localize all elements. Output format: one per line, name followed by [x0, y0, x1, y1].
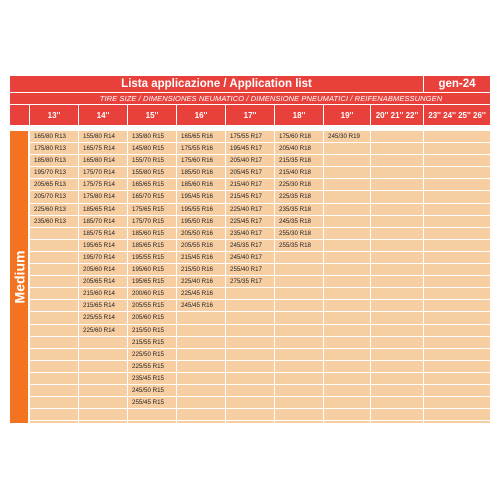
tire-size-cell: 225/40 R16: [177, 276, 225, 288]
tire-size-cell: [30, 252, 78, 264]
tire-size-cell: [30, 349, 78, 361]
tire-size-cell: 205/60 R15: [128, 312, 176, 324]
tire-size-cell: 155/80 R15: [128, 167, 176, 179]
tire-size-cell: [371, 373, 423, 385]
tire-size-cell: [79, 349, 127, 361]
tire-size-cell: [371, 349, 423, 361]
tire-size-cell: 195/45 R17: [226, 143, 274, 155]
tire-size-cell: [275, 361, 323, 373]
tire-size-cell: 195/60 R15: [128, 264, 176, 276]
tire-size-cell: [79, 337, 127, 349]
category-label: Medium: [11, 250, 28, 304]
tire-size-cell: 205/55 R15: [128, 300, 176, 312]
tire-size-cell: [275, 312, 323, 324]
tire-size-cell: [424, 240, 490, 252]
tire-size-cell: [177, 397, 225, 409]
tire-size-cell: 225/30 R18: [275, 179, 323, 191]
tire-size-cell: 215/50 R15: [128, 325, 176, 337]
tire-size-cell: 255/30 R18: [275, 228, 323, 240]
tire-size-cell: [424, 361, 490, 373]
tire-size-bar: [10, 93, 490, 104]
tire-size-cell: 235/45 R15: [128, 373, 176, 385]
tire-size-cell: [324, 337, 370, 349]
tire-size-cell: [177, 312, 225, 324]
rim-size-header: 14'': [78, 105, 127, 125]
tire-size-cell: 225/55 R14: [79, 312, 127, 324]
tire-size-cell: 205/40 R18: [275, 143, 323, 155]
tire-size-cell: 155/70 R15: [128, 155, 176, 167]
tire-size-cell: [324, 204, 370, 216]
rim-size-header: 13'': [29, 105, 78, 125]
tire-size-cell: 205/55 R16: [177, 240, 225, 252]
tire-size-cell: 165/80 R14: [79, 155, 127, 167]
tire-size-cell: [424, 252, 490, 264]
tire-size-cell: [424, 276, 490, 288]
tire-size-cell: 235/60 R13: [30, 216, 78, 228]
tire-size-cell: [324, 252, 370, 264]
tire-size-cell: 175/55 R16: [177, 143, 225, 155]
rim-size-header: 16'': [176, 105, 225, 125]
tire-size-cell: 165/65 R15: [128, 179, 176, 191]
product-code: gen-24: [438, 78, 476, 90]
tire-size-cell: [30, 300, 78, 312]
tire-size-cell: [226, 300, 274, 312]
tire-size-cell: 185/60 R15: [128, 228, 176, 240]
tire-size-cell: [275, 300, 323, 312]
tire-size-cell: 225/60 R13: [30, 204, 78, 216]
tire-size-cell: [424, 216, 490, 228]
tire-size-cell: [30, 276, 78, 288]
tire-size-cell: [177, 385, 225, 397]
tire-size-cell: [424, 337, 490, 349]
tire-size-cell: [226, 385, 274, 397]
tire-size-cell: [30, 240, 78, 252]
tire-size-cell: 255/45 R15: [128, 397, 176, 409]
tire-size-cell: 255/40 R17: [226, 264, 274, 276]
tire-size-cell: [324, 325, 370, 337]
tire-size-cell: 175/70 R14: [79, 167, 127, 179]
tire-size-cell: [30, 312, 78, 324]
tire-size-cell: 215/65 R14: [79, 300, 127, 312]
tire-size-cell: 245/45 R16: [177, 300, 225, 312]
tire-size-cell: 165/80 R13: [30, 131, 78, 143]
tire-size-cell: [30, 325, 78, 337]
tire-size-cell: [324, 288, 370, 300]
tire-size-cell: [371, 325, 423, 337]
tire-size-cell: [226, 397, 274, 409]
tire-size-column: [29, 131, 78, 423]
tire-size-cell: [128, 409, 176, 421]
tire-size-cell: [30, 409, 78, 421]
tire-size-cell: [424, 409, 490, 421]
list-title: Lista applicazione / Application list: [121, 78, 312, 90]
tire-size-cell: 175/80 R13: [30, 143, 78, 155]
tire-size-cell: 215/45 R17: [226, 191, 274, 203]
tire-size-cell: [324, 264, 370, 276]
tire-size-cell: [371, 240, 423, 252]
tire-size-cell: [275, 385, 323, 397]
tire-size-cell: 155/80 R14: [79, 131, 127, 143]
tire-size-cell: [30, 373, 78, 385]
tire-size-cell: [324, 179, 370, 191]
tire-size-cell: [424, 131, 490, 143]
tire-size-cell: [424, 264, 490, 276]
tire-size-cell: [226, 325, 274, 337]
tire-size-cell: [424, 155, 490, 167]
tire-size-cell: 215/45 R16: [177, 252, 225, 264]
tire-size-cell: [275, 397, 323, 409]
tire-size-cell: [371, 288, 423, 300]
tire-size-cell: [275, 373, 323, 385]
tire-size-cell: [424, 397, 490, 409]
tire-size-grid: [29, 131, 490, 423]
tire-size-cell: [324, 312, 370, 324]
tire-size-cell: 225/40 R17: [226, 204, 274, 216]
tire-size-cell: [226, 337, 274, 349]
tire-size-cell: [177, 325, 225, 337]
tire-size-cell: 215/35 R18: [275, 155, 323, 167]
tire-size-cell: 135/80 R15: [128, 131, 176, 143]
rim-size-header-row: [10, 105, 490, 125]
tire-size-cell: 175/65 R15: [128, 204, 176, 216]
tire-size-cell: [275, 349, 323, 361]
tire-size-cell: 225/35 R18: [275, 191, 323, 203]
tire-size-cell: [324, 191, 370, 203]
tire-size-cell: [226, 409, 274, 421]
tire-size-cell: 225/55 R15: [128, 361, 176, 373]
tire-size-cell: [79, 385, 127, 397]
tire-size-cell: 195/70 R14: [79, 252, 127, 264]
tire-size-cell: 245/40 R17: [226, 252, 274, 264]
tire-size-cell: 225/45 R17: [226, 216, 274, 228]
tire-size-cell: 185/65 R14: [79, 204, 127, 216]
tire-size-cell: [79, 361, 127, 373]
tire-size-cell: [324, 276, 370, 288]
rim-size-header: 15'': [127, 105, 176, 125]
tire-size-cell: 185/70 R14: [79, 216, 127, 228]
tire-size-cell: [371, 276, 423, 288]
tire-size-cell: [371, 167, 423, 179]
tire-size-cell: [30, 397, 78, 409]
tire-size-cell: [275, 252, 323, 264]
tire-size-cell: 235/40 R17: [226, 228, 274, 240]
tire-size-cell: [177, 373, 225, 385]
tire-size-cell: 195/65 R14: [79, 240, 127, 252]
tire-size-cell: [79, 409, 127, 421]
tire-size-cell: 245/50 R15: [128, 385, 176, 397]
tire-size-cell: 175/70 R15: [128, 216, 176, 228]
tire-size-cell: 195/50 R16: [177, 216, 225, 228]
tire-size-cell: [371, 337, 423, 349]
tire-size-cell: [371, 397, 423, 409]
rim-size-header: 23'' 24'' 25'' 26'': [423, 105, 490, 125]
tire-size-cell: [275, 409, 323, 421]
tire-size-cell: [424, 204, 490, 216]
tire-size-column: [274, 131, 323, 423]
tire-size-cell: [424, 228, 490, 240]
title-bar: [10, 76, 490, 92]
tire-size-cell: [424, 143, 490, 155]
tire-size-cell: 215/40 R17: [226, 179, 274, 191]
tire-size-cell: 145/80 R15: [128, 143, 176, 155]
tire-size-cell: 165/70 R15: [128, 191, 176, 203]
tire-size-cell: 195/65 R15: [128, 276, 176, 288]
tire-size-cell: [424, 349, 490, 361]
tire-size-column: [176, 131, 225, 423]
tire-size-cell: [324, 397, 370, 409]
tire-size-cell: [371, 131, 423, 143]
tire-size-cell: [177, 349, 225, 361]
tire-size-cell: 195/70 R13: [30, 167, 78, 179]
tire-size-cell: 175/55 R17: [226, 131, 274, 143]
tire-size-cell: [324, 167, 370, 179]
tire-size-cell: 175/75 R14: [79, 179, 127, 191]
tire-size-cell: [371, 300, 423, 312]
tire-size-cell: 235/35 R18: [275, 204, 323, 216]
tire-size-cell: 200/60 R15: [128, 288, 176, 300]
tire-size-cell: 205/65 R13: [30, 179, 78, 191]
tire-size-cell: [79, 373, 127, 385]
tire-size-cell: 185/60 R16: [177, 179, 225, 191]
tire-size-caption: TIRE SIZE / DIMENSIONES NEUMATICO / DIMENSIONE PNEUMATICI / REIFENABMESSUNGEN: [99, 94, 443, 103]
tire-size-cell: [324, 216, 370, 228]
tire-size-cell: [424, 373, 490, 385]
tire-size-cell: [324, 409, 370, 421]
tire-size-cell: 215/40 R18: [275, 167, 323, 179]
rim-size-header: 18'': [274, 105, 323, 125]
tire-size-cell: [30, 337, 78, 349]
tire-size-cell: 175/80 R14: [79, 191, 127, 203]
tire-size-cell: 165/65 R16: [177, 131, 225, 143]
tire-size-cell: [424, 312, 490, 324]
tire-size-cell: 185/80 R13: [30, 155, 78, 167]
tire-size-cell: 205/50 R16: [177, 228, 225, 240]
tire-size-cell: [324, 373, 370, 385]
tire-size-cell: 225/45 R16: [177, 288, 225, 300]
tire-size-cell: 185/50 R16: [177, 167, 225, 179]
tire-size-cell: [226, 312, 274, 324]
tire-size-cell: [324, 300, 370, 312]
tire-size-cell: [371, 143, 423, 155]
tire-size-cell: [275, 325, 323, 337]
tire-size-cell: [424, 191, 490, 203]
tire-size-cell: [30, 288, 78, 300]
tire-size-column: [370, 131, 423, 423]
tire-size-cell: [424, 325, 490, 337]
tire-size-cell: [424, 385, 490, 397]
tire-size-column: [127, 131, 176, 423]
tire-size-cell: [324, 155, 370, 167]
tire-size-cell: [324, 361, 370, 373]
tire-size-cell: [226, 349, 274, 361]
rim-size-header: 20'' 21'' 22'': [370, 105, 423, 125]
tire-size-cell: 245/35 R18: [275, 216, 323, 228]
tire-size-cell: [371, 228, 423, 240]
tire-size-cell: 175/60 R16: [177, 155, 225, 167]
tire-size-cell: [226, 288, 274, 300]
tire-size-cell: [424, 300, 490, 312]
tire-size-cell: [371, 361, 423, 373]
tire-size-column: [423, 131, 490, 423]
tire-size-column: [225, 131, 274, 423]
tire-size-cell: 175/60 R18: [275, 131, 323, 143]
tire-size-column: [78, 131, 127, 423]
tire-size-cell: [424, 179, 490, 191]
rim-size-header: 19'': [323, 105, 370, 125]
tire-size-cell: [275, 276, 323, 288]
tire-size-cell: 215/50 R16: [177, 264, 225, 276]
tire-size-cell: 205/40 R17: [226, 155, 274, 167]
tire-size-cell: 245/35 R17: [226, 240, 274, 252]
tire-size-cell: [371, 312, 423, 324]
tire-size-cell: 255/35 R18: [275, 240, 323, 252]
tire-size-cell: [226, 373, 274, 385]
tire-size-cell: [324, 240, 370, 252]
tire-size-cell: [371, 204, 423, 216]
rim-size-header: 17'': [225, 105, 274, 125]
tire-size-cell: [371, 252, 423, 264]
tire-size-cell: 165/75 R14: [79, 143, 127, 155]
tire-size-cell: [324, 228, 370, 240]
tire-size-cell: [324, 143, 370, 155]
tire-size-cell: 185/65 R15: [128, 240, 176, 252]
tire-size-cell: [79, 397, 127, 409]
tire-size-cell: [177, 337, 225, 349]
tire-size-cell: [371, 179, 423, 191]
category-band: [10, 131, 28, 423]
tire-size-cell: [226, 361, 274, 373]
tire-size-cell: 225/60 R14: [79, 325, 127, 337]
tire-size-cell: [30, 228, 78, 240]
tire-size-cell: 195/55 R15: [128, 252, 176, 264]
tire-size-cell: 205/60 R14: [79, 264, 127, 276]
tire-size-cell: [371, 155, 423, 167]
tire-size-cell: 205/70 R13: [30, 191, 78, 203]
tire-size-cell: [177, 361, 225, 373]
tire-size-cell: [324, 385, 370, 397]
tire-size-cell: [275, 337, 323, 349]
tire-size-cell: 205/65 R14: [79, 276, 127, 288]
tire-size-cell: [324, 349, 370, 361]
tire-size-cell: [371, 264, 423, 276]
tire-size-cell: [424, 288, 490, 300]
tire-size-cell: 195/55 R16: [177, 204, 225, 216]
tire-size-cell: [275, 288, 323, 300]
tire-size-cell: 185/75 R14: [79, 228, 127, 240]
tire-size-cell: 205/45 R17: [226, 167, 274, 179]
tire-size-cell: 195/45 R16: [177, 191, 225, 203]
tire-size-cell: 215/55 R15: [128, 337, 176, 349]
tire-size-cell: [177, 409, 225, 421]
tire-size-cell: [424, 167, 490, 179]
tire-size-cell: [30, 361, 78, 373]
tire-size-cell: [371, 191, 423, 203]
tire-size-cell: 275/35 R17: [226, 276, 274, 288]
tire-size-cell: [30, 264, 78, 276]
tire-size-cell: [371, 409, 423, 421]
tire-size-cell: [30, 385, 78, 397]
tire-size-cell: [371, 216, 423, 228]
tire-size-cell: [275, 264, 323, 276]
tire-size-cell: 245/30 R19: [324, 131, 370, 143]
tire-size-cell: 225/50 R15: [128, 349, 176, 361]
tire-size-cell: [371, 385, 423, 397]
tire-size-cell: 215/60 R14: [79, 288, 127, 300]
tire-size-column: [323, 131, 370, 423]
